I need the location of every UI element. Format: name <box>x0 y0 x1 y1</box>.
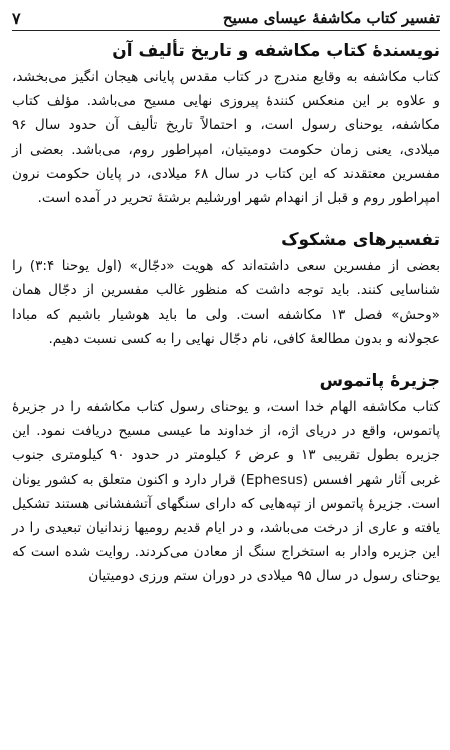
section-heading: جزیرهٔ پاتموس <box>319 371 440 392</box>
section-heading: تفسیرهای مشکوک <box>281 230 440 251</box>
page-number: ۷ <box>12 8 21 28</box>
section-author-and-date <box>12 39 440 210</box>
section-doubtful-interpretations <box>12 228 440 351</box>
page-header <box>12 6 440 31</box>
section-paragraph: کتاب مکاشفه به وقایع مندرج در کتاب مقدس پایانی هیجان انگیز می‌بخشد، و علاوه بر این منعکس کنندهٔ پیروزی نهایی مسیح می‌باشد. مؤلف کتاب مکاشفه، یوحنای رسول است، و احتمالاً تاریخ تألیف آن حدود سال ۹۶ میلادی، یعنی زمان حکومت دومیتیان، امپراطور روم، می‌باشد. بعضی از مفسرین معتقدند که این کتاب در سال ۶۸ میلادی، در پایان حکومت نرون امپراطور روم و قبل از انهدام شهر اورشلیم برشتهٔ تحریر در آمده است. <box>12 69 440 207</box>
running-title: تفسیر کتاب مکاشفهٔ عیسای مسیح <box>222 9 440 27</box>
section-patmos-island <box>12 369 440 589</box>
section-heading: نویسندهٔ کتاب مکاشفه و تاریخ تألیف آن <box>112 41 440 61</box>
section-paragraph: کتاب مکاشفه الهام خدا است، و یوحنای رسول کتاب مکاشفه را در جزیرهٔ پاتموس، واقع در دریای اژه، از خداوند ما عیسی مسیح دریافت نمود. این جزیره بطول تقریبی ۱۳ و عرض ۶ کیلومتر در حدود ۹۰ کیلومتری جنوب غربی آثار شهر افسس (Ephesus) قرار دارد و اکنون متعلق به کشور یونان است. جزیرهٔ پاتموس از تپه‌هایی که دارای سنگهای آتشفشانی هستند تشکیل یافته و عاری از درخت می‌باشد، و در ایام قدیم رومیها زندانیان تبعیدی را در این جزیره وادار به استخراج سنگ از معادن می‌کردند. روایت شده است که یوحنای رسول در سال ۹۵ میلادی در دوران ستم ورزی دومیتیان <box>12 399 441 585</box>
section-paragraph: بعضی از مفسرین سعی داشته‌اند که هویت «دجّال» (اول یوحنا ۳:۴) را شناسایی کنند. باید توجه داشت که منظور غالب مفسرین از دجّال همان «وحش» فصل ۱۳ مکاشفه است. ولی ما باید هوشیار باشیم که مبادا عجولانه و بدون مطالعهٔ کافی، نام دجّال نهایی را به کسی نسبت دهیم. <box>12 258 440 347</box>
